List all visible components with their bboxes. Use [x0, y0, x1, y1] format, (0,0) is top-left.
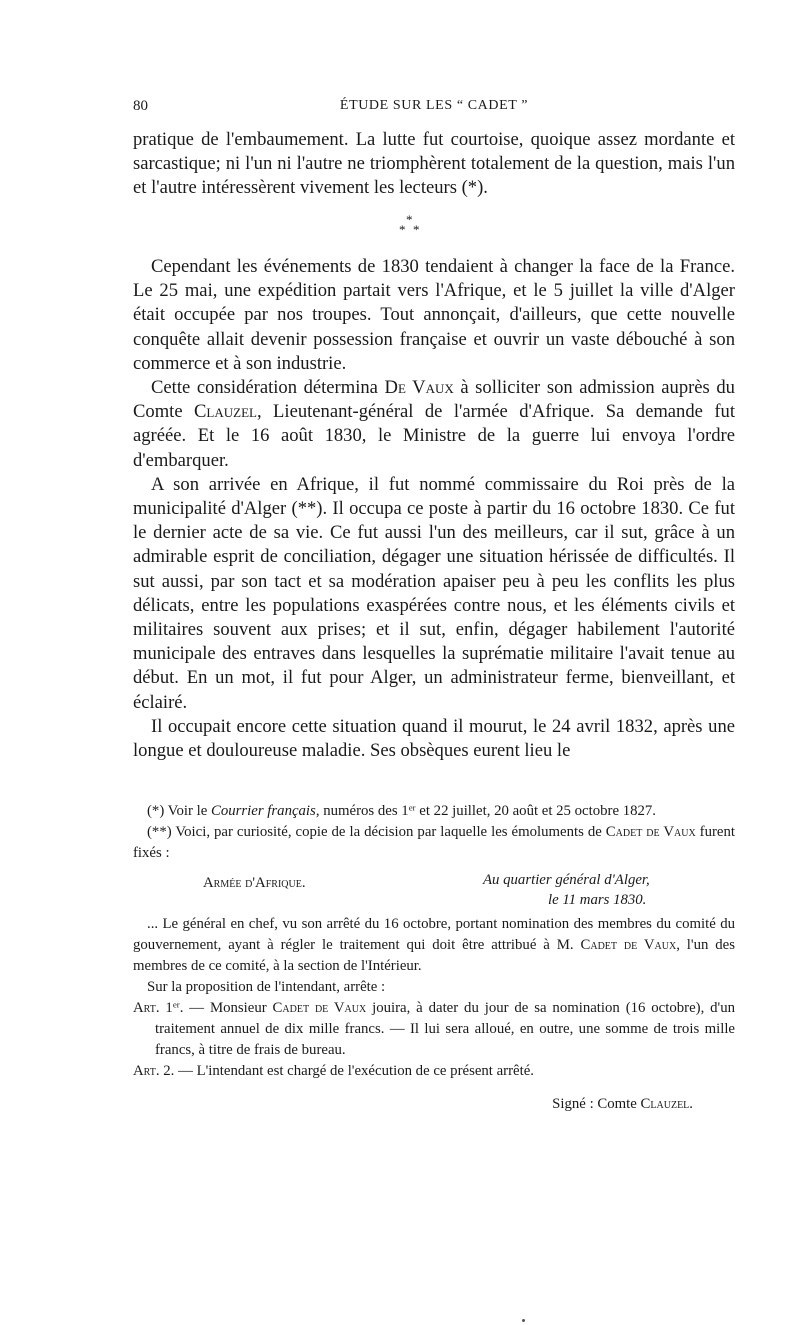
footnotes — [133, 801, 735, 1115]
asterism-star: * — [399, 222, 406, 237]
decree-heading — [133, 870, 735, 914]
print-mark — [522, 1319, 525, 1322]
name-cadet-de-vaux: Cadet de Vaux — [605, 824, 696, 840]
name-de-vaux: De Vaux — [384, 377, 454, 399]
decree-place-date — [483, 870, 650, 910]
paragraph-evenements-1830: Cependant les événements de 1830 tendaient à changer la face de la France. Le 25 mai, une expédition partait vers l'Afrique, et le 5 juillet la ville d'Alger était occupée par nos troupes. Tout annonçait, d'ailleurs, que cette nouvelle conquête allait devenir possession française et ouvrir un vaste débouché à son commerce et à son industrie. — [133, 256, 735, 374]
running-title: ÉTUDE SUR LES “ CADET ” — [339, 98, 529, 113]
decree-issuer: Armée d'Afrique. — [203, 875, 306, 891]
footnote-2: (**) Voici, par curiosité, copie de la décision par laquelle les émoluments de Cadet de Vaux furent fixés : — [133, 824, 735, 861]
asterism-separator — [399, 212, 429, 240]
body-text-top — [133, 128, 735, 201]
name-clauzel: Clauzel — [194, 401, 257, 423]
page-number: 80 — [133, 98, 148, 114]
decree-article-1: Art. 1er. — Monsieur Cadet de Vaux jouira, à dater du jour de sa nomination (16 octobre), d'un traitement annuel de dix mille francs. — Il lui sera alloué, en outre, une somme de trois mille francs, à titre de frais de bureau. — [133, 999, 736, 1058]
decree-preamble: ... Le général en chef, vu son arrêté du 16 octobre, portant nomination des membres du comité du gouvernement, ayant à régler le traitement qui doit être attribué à M. Cadet de Vaux, l'un des membres de ce comité, à la section de l'Intérieur. — [133, 916, 735, 974]
page-header — [133, 98, 735, 120]
paragraph-deces: Il occupait encore cette situation quand il mourut, le 24 avril 1832, après une longue et douloureuse maladie. Ses obsèques eurent lieu le — [133, 715, 735, 762]
footnote-1: (*) Voir le Courrier français, numéros des 1er et 22 juillet, 20 août et 25 octobre 1827. — [147, 802, 657, 819]
decree-place: Au quartier général d'Alger, — [483, 872, 650, 888]
newspaper-title: Courrier français — [210, 803, 316, 819]
paragraph-consideration: Cette considération détermina De Vaux à solliciter son admission auprès du Comte Clauzel, Lieutenant-général de l'armée d'Afrique. Sa demande fut agréée. Et le 16 août 1830, le Ministre de la guerre lui envoya l'ordre d'embarquer. — [133, 377, 735, 471]
asterism-star: * — [406, 212, 413, 227]
paragraph-arrivee-afrique: A son arrivée en Afrique, il fut nommé commissaire du Roi près de la municipalité d'Alger (**). Il occupa ce poste à partir du 16 octobre 1830. Ce fut le dernier acte de sa vie. Ce fut aussi l'un des meilleurs, car il sut, grâce à un admirable esprit de conciliation, dégager une situation hérissée de difficultés. Il sut aussi, par son tact et sa modération apaiser peu à peu les conflits les plus délicats, entre les populations exaspérées contre nous, et les éléments civils et militaires souvent aux prises; et il sut, enfin, dégager habilement l'autorité municipale des entraves dans lesquelles la suprématie militaire l'avait tenue au début. En un mot, il fut pour Alger, un administrateur ferme, bienveillant, et éclairé. — [133, 473, 735, 713]
body-text-main — [133, 255, 735, 763]
asterism-star: * — [413, 222, 420, 237]
paragraph-embaumement: pratique de l'embaumement. La lutte fut courtoise, quoique assez mordante et sarcastique; ni l'un ni l'autre ne triomphèrent totalement de la question, mais l'un et l'autre intéressèrent vivement les lecteurs (*). — [133, 129, 735, 199]
decree-date: le 11 mars 1830. — [548, 892, 647, 908]
decree-article-2: Art. 2. — L'intendant est chargé de l'exécution de ce présent arrêté. — [133, 1063, 534, 1079]
decree-signature: Signé : Comte Clauzel. — [552, 1096, 693, 1112]
decree-text — [133, 914, 735, 1115]
decree-proposal: Sur la proposition de l'intendant, arrête : — [147, 979, 386, 995]
